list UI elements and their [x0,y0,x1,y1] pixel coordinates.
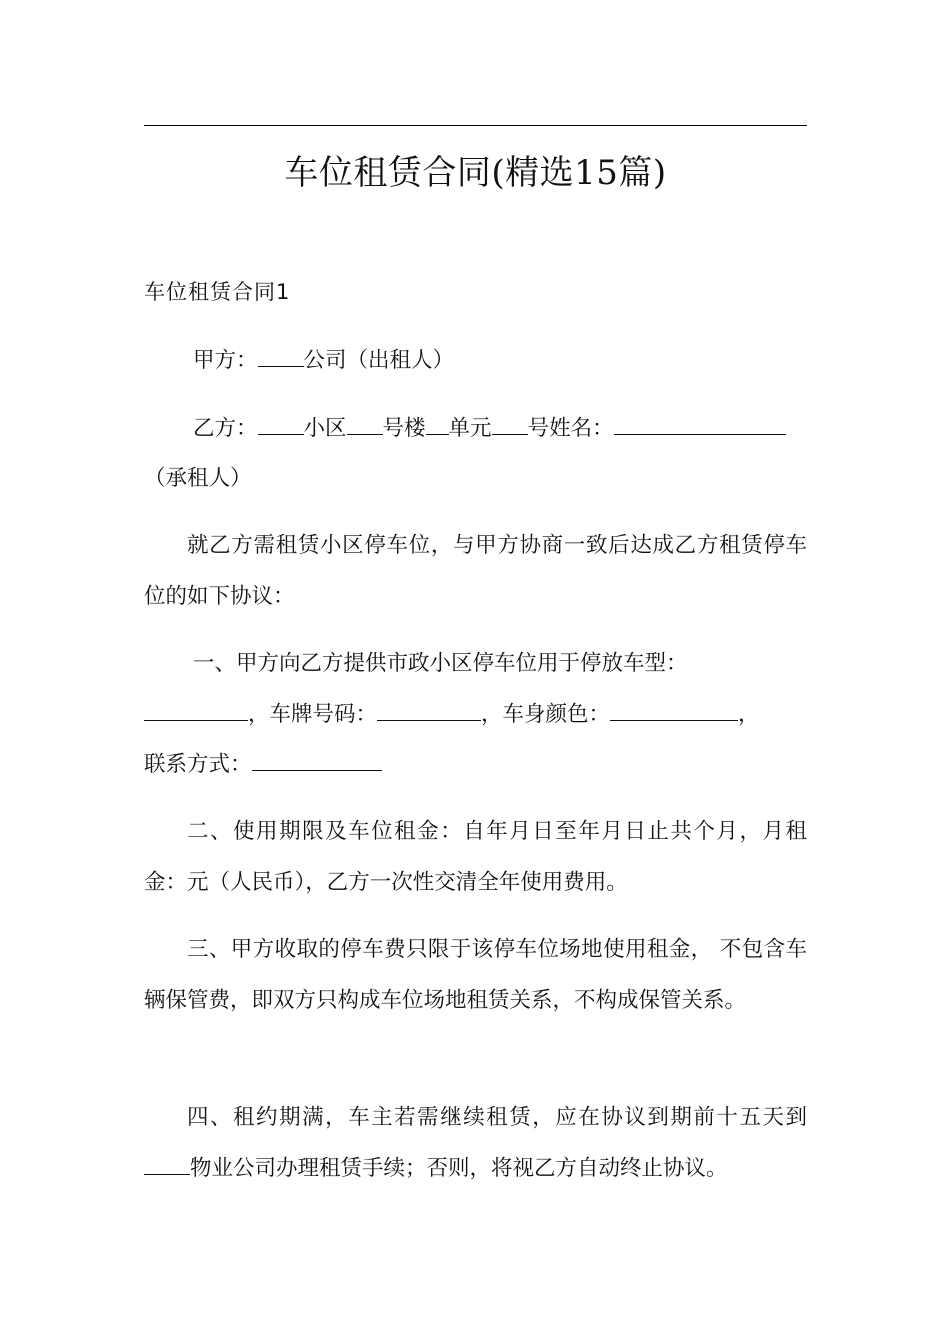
document-title: 车位租赁合同(精选15篇) [284,153,667,193]
clause-3-paragraph: 三、甲方收取的停车费只限于该停车位场地使用租金， 不包含车辆保管费，即双方只构成车位场地租赁关系，不构成保管关系。 [144,937,807,1013]
party-b-district: 小区 [303,416,347,441]
blank-field [377,699,481,722]
party-b-role: （承租人） [144,466,252,491]
clause-4-after: 物业公司办理租赁手续；否则，将视乙方自动终止协议。 [190,1156,728,1181]
clause-1-lead: 一、甲方向乙方提供市政小区停车位用于停放车型： [193,651,688,676]
party-b-role-line [144,453,807,504]
clause-2-paragraph: 二、使用期限及车位租金：自年月日至年月日止共个月，月租金：元（人民币），乙方一次性交清全年使用费用。 [144,819,807,895]
blank-field [610,699,738,722]
blank-field [426,413,449,436]
clause-4-paragraph [144,1092,807,1194]
party-a-label: 甲方： [193,348,258,373]
clause-1-plate: ，车牌号码： [248,702,378,727]
blank-field [492,413,528,436]
top-rule [144,125,807,126]
blank-field [144,1153,190,1176]
party-b-label: 乙方： [193,416,258,441]
intro-paragraph: 就乙方需租赁小区停车位，与甲方协商一致后达成乙方租赁停车位的如下协议： [144,533,807,609]
party-a-company: 公司（出租人） [303,348,455,373]
blank-field [347,413,383,436]
party-b-line [144,403,856,454]
clause-1-line-3 [144,739,807,790]
party-a-line [144,335,856,386]
clause-1-line-1 [144,638,856,689]
blank-field [258,413,304,436]
section-heading: 车位租赁合同1 [144,280,291,304]
party-b-name: 号姓名： [527,416,614,441]
party-b-building: 号楼 [382,416,426,441]
blank-field [258,345,304,368]
clause-1-comma: ， [738,702,760,727]
clause-1-line-2 [144,689,807,740]
clause-4-before: 四、租约期满，车主若需继续租赁，应在协议到期前十五天到 [187,1105,807,1130]
blank-field [614,413,786,436]
blank-field [252,749,382,772]
clause-1-contact: 联系方式： [144,752,252,777]
party-b-unit: 单元 [448,416,492,441]
clause-1-color: ，车身颜色： [481,702,611,727]
blank-field [144,699,248,722]
